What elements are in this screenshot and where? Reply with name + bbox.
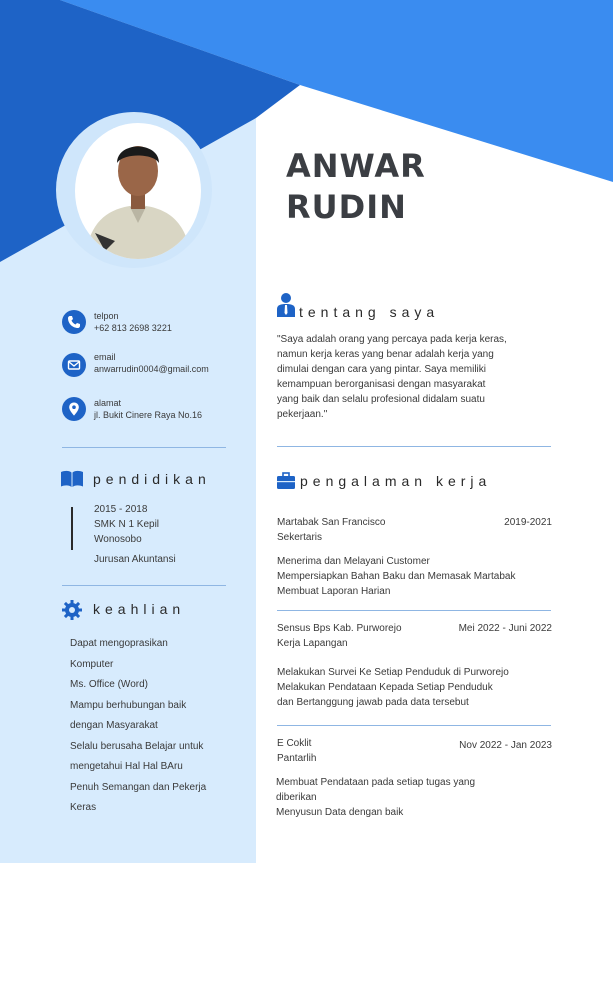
- education-timeline-bar: [71, 507, 73, 550]
- job-duty: Mempersiapkan Bahan Baku dan Memasak Martabak: [277, 571, 516, 582]
- skill-line: Dapat mengoprasikan: [70, 638, 168, 649]
- phone-label: telpon: [94, 311, 119, 321]
- job-duty: Melakukan Pendataan Kepada Setiap Penduduk: [277, 682, 493, 693]
- skill-line: dengan Masyarakat: [70, 720, 158, 731]
- about-line: kemampuan berorganisasi dengan masyarakat: [277, 379, 486, 390]
- skill-line: Mampu berhubungan baik: [70, 699, 187, 711]
- address-value: jl. Bukit Cinere Raya No.16: [94, 410, 203, 420]
- job-duty: Melakukan Survei Ke Setiap Penduduk di Purworejo: [277, 667, 509, 678]
- last-name: RUDIN: [286, 188, 407, 226]
- skill-line: mengetahui Hal Hal BAru: [70, 761, 183, 772]
- education-years: 2015 - 2018: [94, 504, 148, 515]
- email-value[interactable]: anwarrudin0004@gmail.com: [94, 364, 209, 374]
- education-entry: [94, 502, 176, 567]
- skill-line: Penuh Semangan dan Pekerja: [70, 781, 207, 793]
- profile-photo: [75, 123, 201, 259]
- skills-title: keahlian: [93, 601, 186, 617]
- skills-list: [70, 634, 206, 819]
- book-icon: [60, 469, 84, 494]
- job-duty: Membuat Pendataan pada setiap tugas yang: [276, 777, 476, 788]
- job-divider: [277, 610, 551, 611]
- first-name: ANWAR: [286, 147, 426, 185]
- job-company: Martabak San Francisco: [277, 517, 386, 528]
- location-pin-icon: [62, 397, 86, 421]
- education-school-city: Wonosobo: [94, 534, 142, 545]
- phone-value[interactable]: +62 813 2698 3221: [94, 323, 172, 333]
- address-block: [94, 397, 202, 421]
- job-period: 2019-2021: [504, 517, 552, 528]
- sidebar-divider: [62, 447, 226, 448]
- education-major: Jurusan Akuntansi: [94, 554, 176, 565]
- about-line: pekerjaan.": [277, 409, 328, 420]
- main-divider: [277, 446, 551, 447]
- skill-line: Keras: [70, 802, 97, 813]
- job-header: [277, 736, 316, 766]
- about-line: namun kerja keras yang benar adalah kerja yang: [277, 349, 494, 360]
- job-role: Sekertaris: [277, 532, 323, 543]
- about-line: "Saya adalah orang yang percaya pada kerja keras,: [277, 334, 507, 345]
- job-divider: [277, 725, 551, 726]
- phone-block: [94, 310, 172, 334]
- person-icon: [276, 292, 296, 323]
- about-line: dimulai dengan cara yang pintar. Saya memiliki: [277, 364, 486, 375]
- job-duty: diberikan: [276, 792, 317, 803]
- gear-icon: [61, 599, 83, 626]
- skill-line: Ms. Office (Word): [70, 679, 148, 690]
- job-company: E Coklit: [277, 738, 312, 749]
- job-header: [277, 515, 385, 545]
- job-company: Sensus Bps Kab. Purworejo: [277, 623, 402, 634]
- email-icon: [62, 353, 86, 377]
- email-block: [94, 351, 209, 375]
- address-label: alamat: [94, 398, 122, 408]
- education-title: pendidikan: [93, 471, 211, 487]
- full-name: [286, 146, 426, 228]
- skill-line: Komputer: [70, 658, 114, 670]
- job-duty: Menerima dan Melayani Customer: [277, 556, 430, 567]
- skill-line: Selalu berusaha Belajar untuk: [70, 740, 204, 752]
- about-text: [277, 332, 507, 422]
- job-role: Kerja Lapangan: [277, 638, 348, 649]
- job-duty: dan Bertanggung jawab pada data tersebut: [277, 697, 469, 708]
- about-line: yang baik dan selalu profesional didalam suatu: [277, 394, 485, 405]
- job-period: Mei 2022 - Juni 2022: [458, 623, 552, 634]
- job-header: [277, 621, 402, 651]
- job-duty: Menyusun Data dengan baik: [276, 807, 404, 818]
- briefcase-icon: [276, 472, 296, 495]
- job-role: Pantarlih: [277, 753, 317, 764]
- job-duties: [276, 775, 475, 820]
- sidebar-divider: [62, 585, 226, 586]
- job-period: Nov 2022 - Jan 2023: [459, 740, 552, 751]
- phone-icon: [62, 310, 86, 334]
- job-duties: [277, 554, 515, 599]
- education-school: SMK N 1 Kepil: [94, 519, 160, 530]
- job-duties: [277, 665, 509, 710]
- about-title: tentang saya: [299, 304, 440, 320]
- email-label: email: [94, 352, 116, 362]
- job-duty: Membuat Laporan Harian: [277, 586, 391, 597]
- experience-title: pengalaman kerja: [300, 473, 492, 489]
